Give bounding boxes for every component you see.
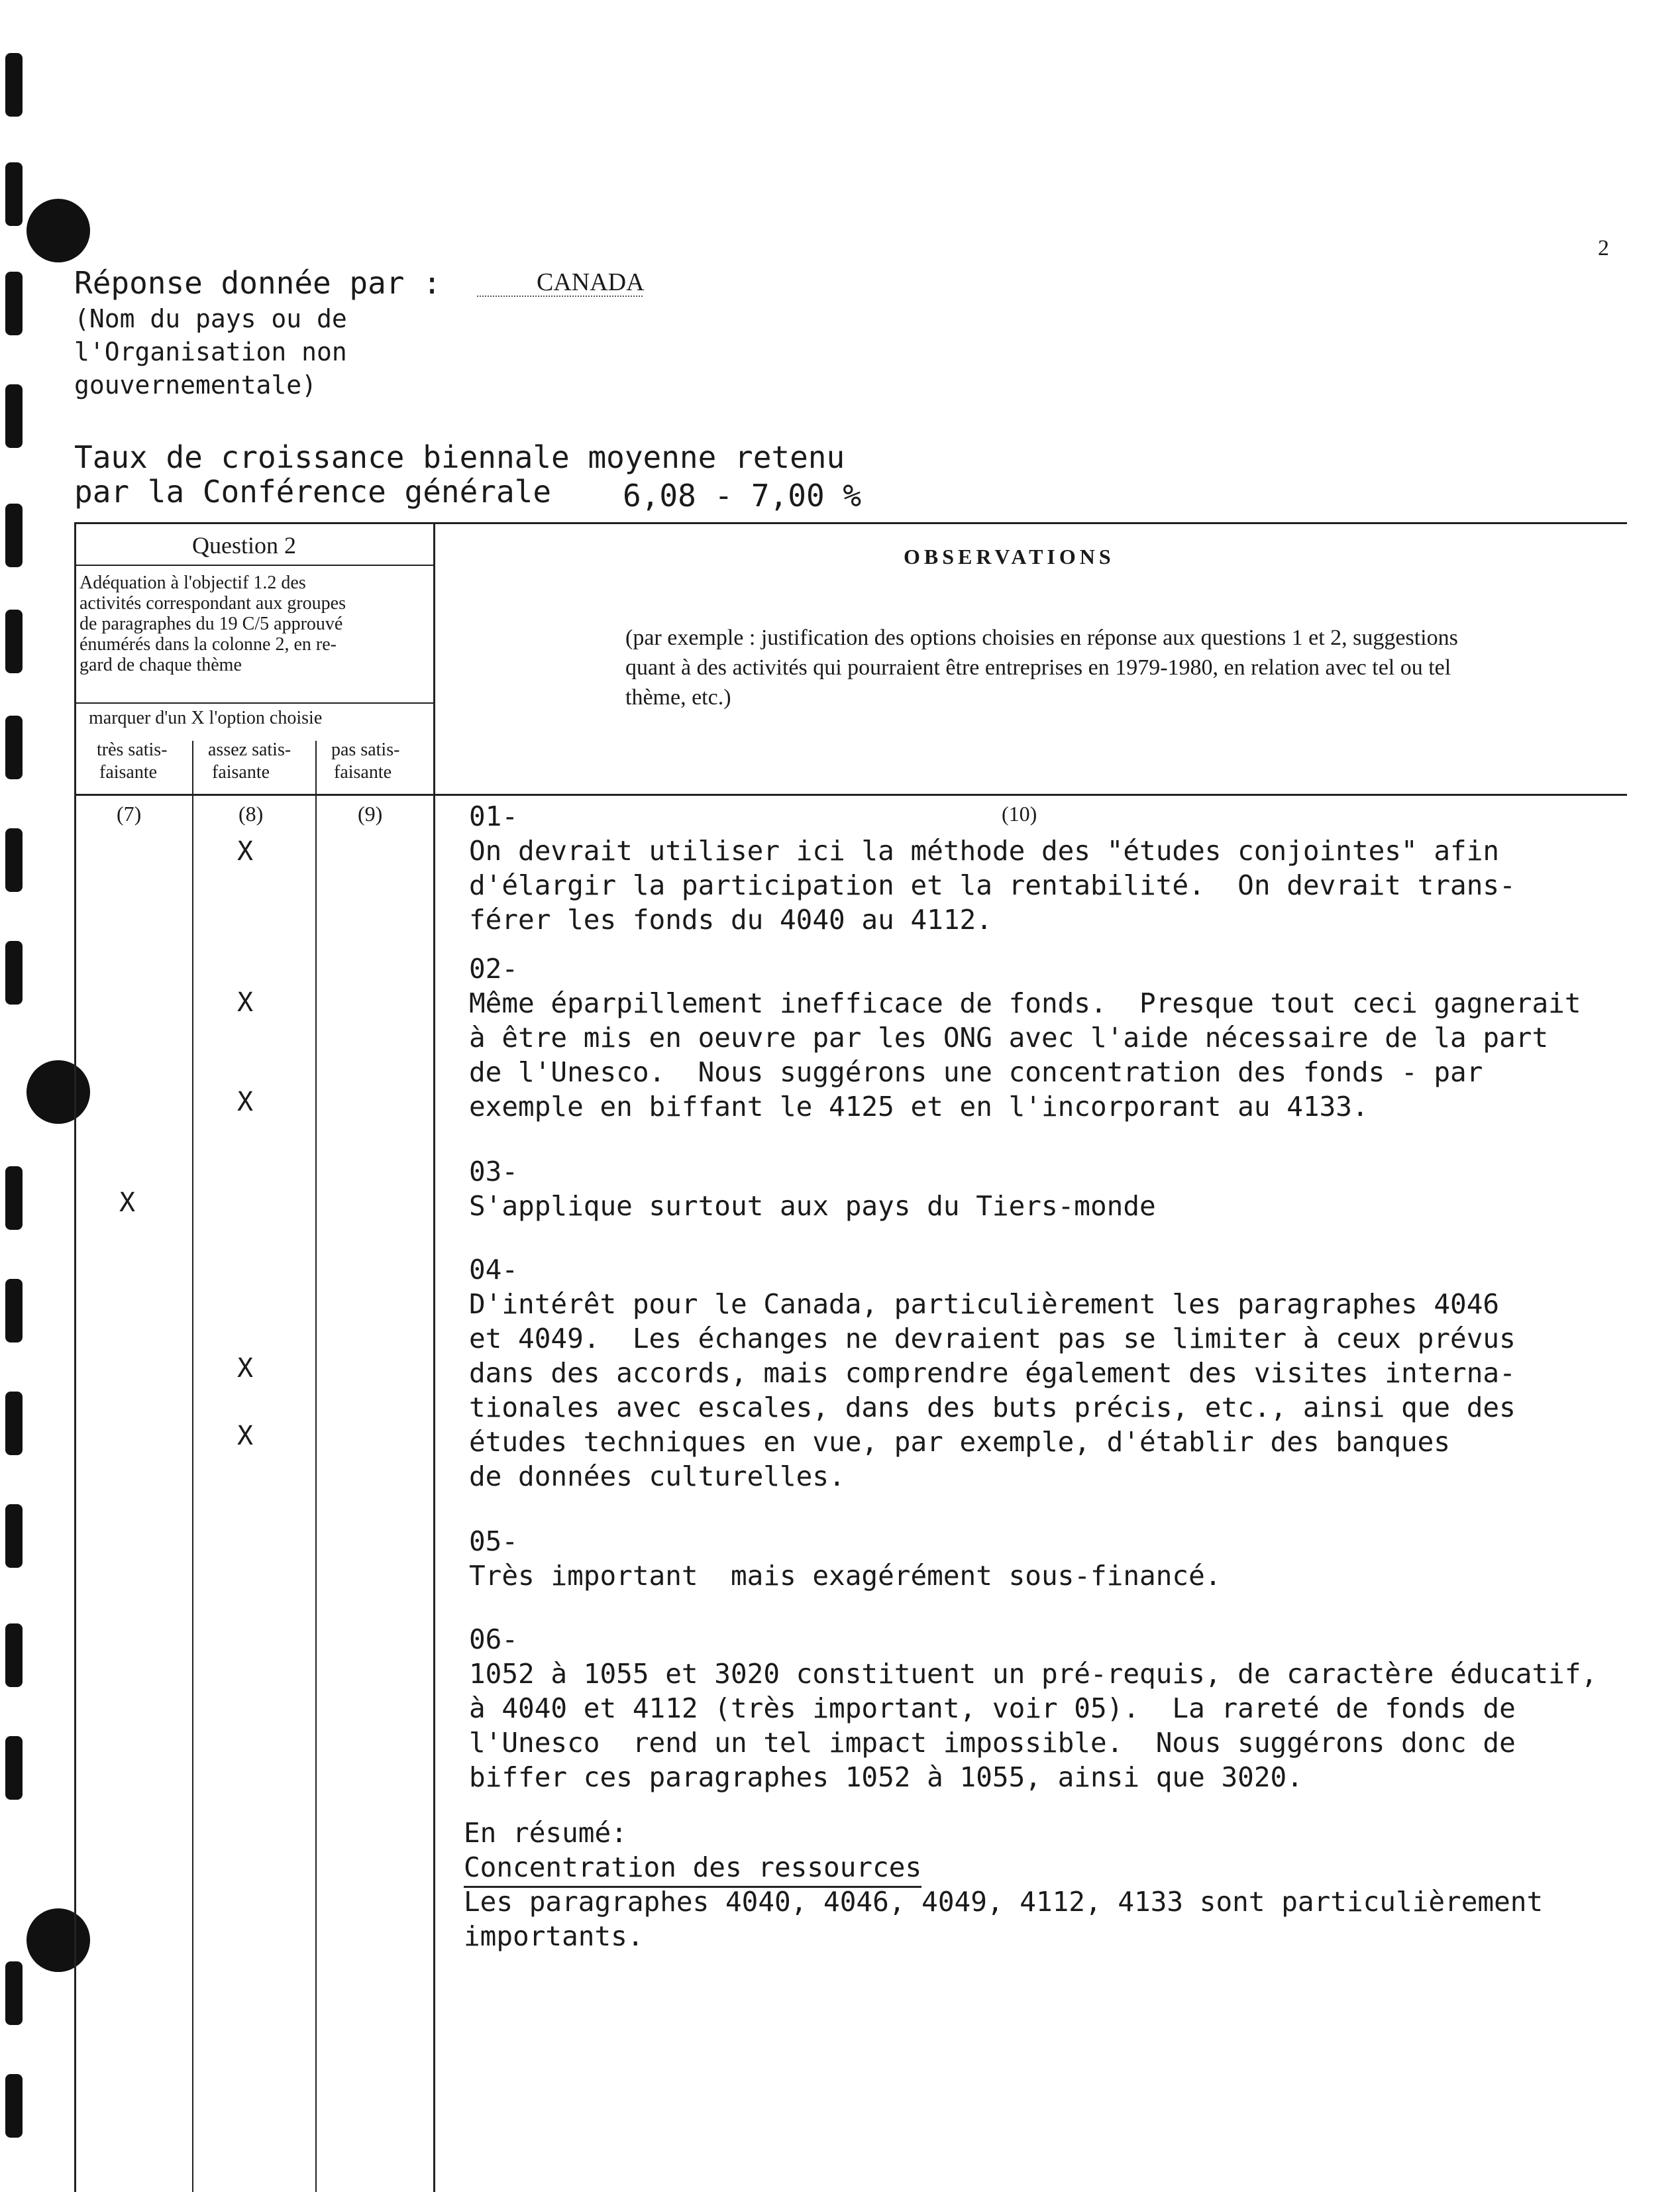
summary-label: En résumé: bbox=[464, 1817, 627, 1849]
table-top-border bbox=[74, 522, 1627, 524]
section-06-line: 1052 à 1055 et 3020 constituent un pré-requis, de caractère éducatif, bbox=[469, 1658, 1598, 1690]
col-divider-8-9 bbox=[315, 741, 317, 2192]
binder-mark bbox=[5, 1961, 23, 2025]
column-number: (10) bbox=[1002, 802, 1037, 826]
table-left-border bbox=[74, 522, 76, 2192]
binder-mark bbox=[5, 941, 23, 1005]
binder-mark bbox=[5, 1736, 23, 1800]
section-04-line: tionales avec escales, dans des buts précis, etc., ainsi que des bbox=[469, 1392, 1516, 1423]
section-02-line: Même éparpillement inefficace de fonds. Presque tout ceci gagnerait bbox=[469, 987, 1581, 1019]
question-description-line: activités correspondant aux groupes bbox=[79, 593, 346, 614]
binder-mark bbox=[5, 1279, 23, 1343]
question-underline bbox=[74, 565, 433, 566]
binder-hole bbox=[26, 199, 90, 262]
section-04-line: dans des accords, mais comprendre également des visites interna- bbox=[469, 1357, 1516, 1389]
question-description-line: énumérés dans la colonne 2, en re- bbox=[79, 634, 337, 655]
option-fairly-satisfying: assez satis- bbox=[208, 740, 291, 760]
section-code-06: 06- bbox=[469, 1623, 519, 1655]
binder-mark bbox=[5, 384, 23, 448]
section-04-line: D'intérêt pour le Canada, particulièrement les paragraphes 4046 bbox=[469, 1288, 1500, 1320]
mark-instruction: marquer d'un X l'option choisie bbox=[89, 708, 323, 728]
binder-mark bbox=[5, 504, 23, 567]
section-06-line: à 4040 et 4112 (très important, voir 05). La rareté de fonds de bbox=[469, 1692, 1516, 1724]
column-number: (9) bbox=[358, 802, 383, 826]
summary-line: Les paragraphes 4040, 4046, 4049, 4112, 4133 sont particulièrement bbox=[464, 1886, 1544, 1918]
x-mark: X bbox=[237, 987, 254, 1018]
section-06-line: l'Unesco rend un tel impact impossible. Nous suggérons donc de bbox=[469, 1727, 1516, 1759]
growth-rate-line: Taux de croissance biennale moyenne retenu bbox=[74, 439, 845, 475]
question-description-line: de paragraphes du 19 C/5 approuvé bbox=[79, 614, 343, 634]
option-not-satisfying: faisante bbox=[334, 762, 392, 783]
section-03-line: S'applique surtout aux pays du Tiers-monde bbox=[469, 1190, 1156, 1222]
observations-title: OBSERVATIONS bbox=[904, 545, 1115, 569]
description-underline bbox=[74, 702, 433, 704]
respondent-note-line: (Nom du pays ou de bbox=[74, 304, 347, 333]
summary-line: importants. bbox=[464, 1920, 644, 1952]
growth-rate-label: par la Conférence générale bbox=[74, 474, 552, 510]
header-bottom-border bbox=[74, 794, 1627, 796]
binder-hole bbox=[26, 1060, 90, 1124]
x-mark: X bbox=[237, 1353, 254, 1384]
binder-mark bbox=[5, 1166, 23, 1230]
binder-mark bbox=[5, 828, 23, 892]
x-mark: X bbox=[237, 1087, 254, 1117]
section-code-02: 02- bbox=[469, 953, 519, 985]
options-divider bbox=[433, 522, 435, 2192]
binder-mark bbox=[5, 1504, 23, 1568]
section-06-line: biffer ces paragraphes 1052 à 1055, ainsi que 3020. bbox=[469, 1761, 1303, 1793]
binder-mark bbox=[5, 162, 23, 226]
option-very-satisfying: faisante bbox=[99, 762, 158, 783]
section-code-05: 05- bbox=[469, 1525, 519, 1557]
column-number: (8) bbox=[238, 802, 264, 826]
binder-mark bbox=[5, 610, 23, 673]
question-description-line: gard de chaque thème bbox=[79, 655, 242, 675]
section-02-line: exemple en biffant le 4125 et en l'incorporant au 4133. bbox=[469, 1091, 1369, 1123]
section-04-line: de données culturelles. bbox=[469, 1460, 845, 1492]
respondent-note-line: l'Organisation non bbox=[74, 337, 347, 366]
x-mark: X bbox=[237, 836, 254, 867]
col-divider-7-8 bbox=[192, 741, 193, 2192]
section-04-line: et 4049. Les échanges ne devraient pas se limiter à ceux prévus bbox=[469, 1323, 1516, 1354]
binder-mark bbox=[5, 272, 23, 335]
respondent-underline bbox=[477, 296, 643, 297]
respondent-label: Réponse donnée par : bbox=[74, 265, 441, 301]
binder-mark bbox=[5, 1623, 23, 1687]
section-code-03: 03- bbox=[469, 1156, 519, 1187]
binder-mark bbox=[5, 53, 23, 117]
question-description-line: Adéquation à l'objectif 1.2 des bbox=[79, 573, 306, 593]
respondent-note-line: gouvernementale) bbox=[74, 370, 317, 400]
section-code-01: 01- bbox=[469, 800, 519, 832]
section-05-line: Très important mais exagérément sous-financé. bbox=[469, 1560, 1222, 1592]
binder-hole bbox=[26, 1908, 90, 1972]
option-very-satisfying: très satis- bbox=[97, 740, 168, 760]
section-01-line: On devrait utiliser ici la méthode des "études conjointes" afin bbox=[469, 835, 1500, 867]
observations-example: (par exemple : justification des options choisies en réponse aux questions 1 et 2, suggestions quant à des activités qui pourraient être entreprises en 1979-1980, en relation avec tel ou tel thème, etc.) bbox=[625, 626, 1458, 710]
growth-rate-value: 6,08 - 7,00 % bbox=[623, 478, 862, 514]
x-mark: X bbox=[119, 1187, 136, 1218]
option-fairly-satisfying: faisante bbox=[212, 762, 270, 783]
section-02-line: à être mis en oeuvre par les ONG avec l'aide nécessaire de la part bbox=[469, 1022, 1549, 1054]
respondent-value: CANADA bbox=[537, 268, 645, 296]
section-02-line: de l'Unesco. Nous suggérons une concentration des fonds - par bbox=[469, 1056, 1483, 1088]
binder-mark bbox=[5, 716, 23, 779]
binder-mark bbox=[5, 2074, 23, 2138]
section-04-line: études techniques en vue, par exemple, d'établir des banques bbox=[469, 1426, 1451, 1458]
x-mark: X bbox=[237, 1421, 254, 1451]
section-01-line: d'élargir la participation et la rentabilité. On devrait trans- bbox=[469, 869, 1516, 901]
section-code-04: 04- bbox=[469, 1254, 519, 1286]
section-01-line: férer les fonds du 4040 au 4112. bbox=[469, 904, 992, 936]
option-not-satisfying: pas satis- bbox=[331, 740, 400, 760]
page-number: 2 bbox=[1598, 236, 1609, 260]
column-number: (7) bbox=[117, 802, 142, 826]
binder-mark bbox=[5, 1392, 23, 1455]
summary-heading: Concentration des ressources bbox=[464, 1850, 921, 1888]
question-title: Question 2 bbox=[192, 532, 296, 559]
